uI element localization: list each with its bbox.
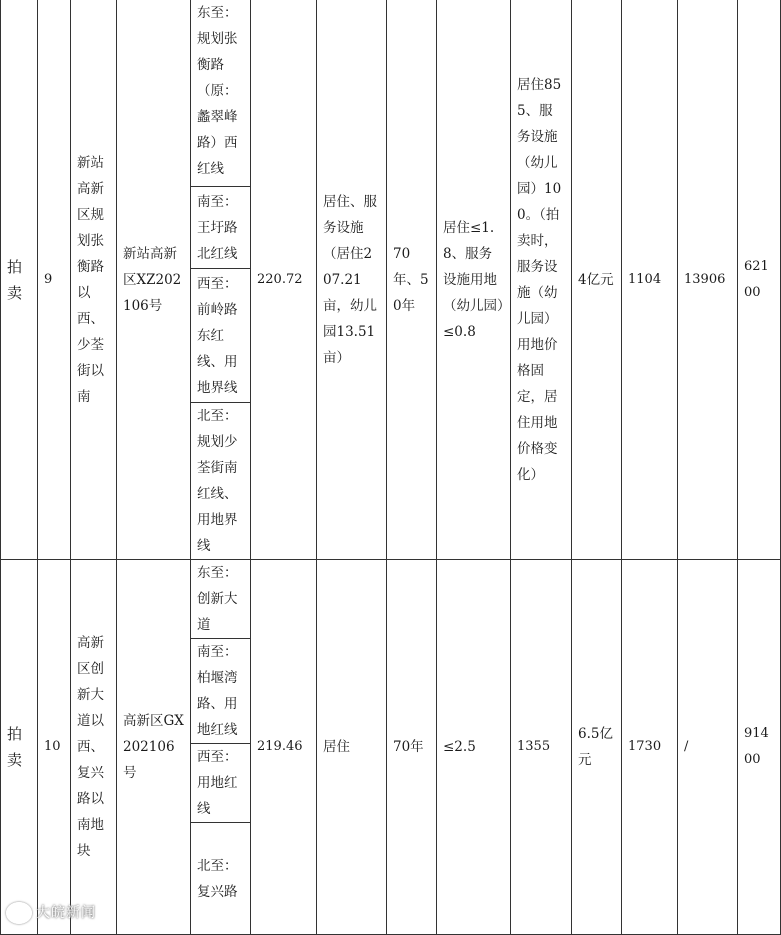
table-row bbox=[1, 560, 781, 639]
far-cell: ≤2.5 bbox=[437, 560, 511, 935]
boundary-east-cell: 东至：规划张衡路（原：蠡翠峰路）西红线 bbox=[191, 0, 251, 187]
location-cell: 高新区创新大道以西、复兴路以南地块 bbox=[71, 560, 117, 935]
boundary-east-cell: 东至：创新大道 bbox=[191, 560, 251, 639]
term-cell: 70年、50年 bbox=[387, 0, 437, 560]
use-cell: 居住、服务设施（居住207.21亩，幼儿园13.51亩） bbox=[317, 0, 387, 560]
col12-cell: 91400 bbox=[738, 560, 781, 935]
term-cell: 70年 bbox=[387, 560, 437, 935]
col10-cell: 1730 bbox=[622, 560, 678, 935]
watermark bbox=[6, 902, 96, 924]
deposit-cell: 6.5亿元 bbox=[572, 560, 622, 935]
method-cell: 拍卖 bbox=[1, 560, 38, 935]
watermark-logo-icon bbox=[6, 902, 32, 924]
lot-number-cell: 9 bbox=[38, 0, 71, 560]
col11-cell: / bbox=[678, 560, 738, 935]
boundary-north-cell: 北至：复兴路 bbox=[191, 823, 251, 935]
col12-cell: 62100 bbox=[738, 0, 781, 560]
price-cell: 居住855、服务设施（幼儿园）100。（拍卖时，服务设施（幼儿园）用地价格固定，居住用地价格变化） bbox=[511, 0, 572, 560]
lot-number-cell: 10 bbox=[38, 560, 71, 935]
watermark-text: 大皖新闻 bbox=[36, 905, 96, 921]
deposit-cell: 4亿元 bbox=[572, 0, 622, 560]
use-cell: 居住 bbox=[317, 560, 387, 935]
area-cell: 219.46 bbox=[251, 560, 317, 935]
price-cell: 1355 bbox=[511, 560, 572, 935]
boundary-west-cell: 西至：用地红线 bbox=[191, 744, 251, 823]
col11-cell: 13906 bbox=[678, 0, 738, 560]
col10-cell: 1104 bbox=[622, 0, 678, 560]
code-cell: 新站高新区XZ202106号 bbox=[117, 0, 191, 560]
code-cell: 高新区GX202106号 bbox=[117, 560, 191, 935]
far-cell: 居住≤1.8、服务设施用地（幼儿园）≤0.8 bbox=[437, 0, 511, 560]
area-cell: 220.72 bbox=[251, 0, 317, 560]
table-row bbox=[1, 0, 781, 187]
location-cell: 新站高新区规划张衡路以西、少荃街以南 bbox=[71, 0, 117, 560]
boundary-west-cell: 西至：前岭路东红线、用地界线 bbox=[191, 269, 251, 403]
boundary-south-cell: 南至：柏堰湾路、用地红线 bbox=[191, 639, 251, 744]
method-cell: 拍卖 bbox=[1, 0, 38, 560]
boundary-north-cell: 北至：规划少荃街南红线、用地界线 bbox=[191, 403, 251, 560]
boundary-south-cell: 南至：王圩路北红线 bbox=[191, 187, 251, 269]
